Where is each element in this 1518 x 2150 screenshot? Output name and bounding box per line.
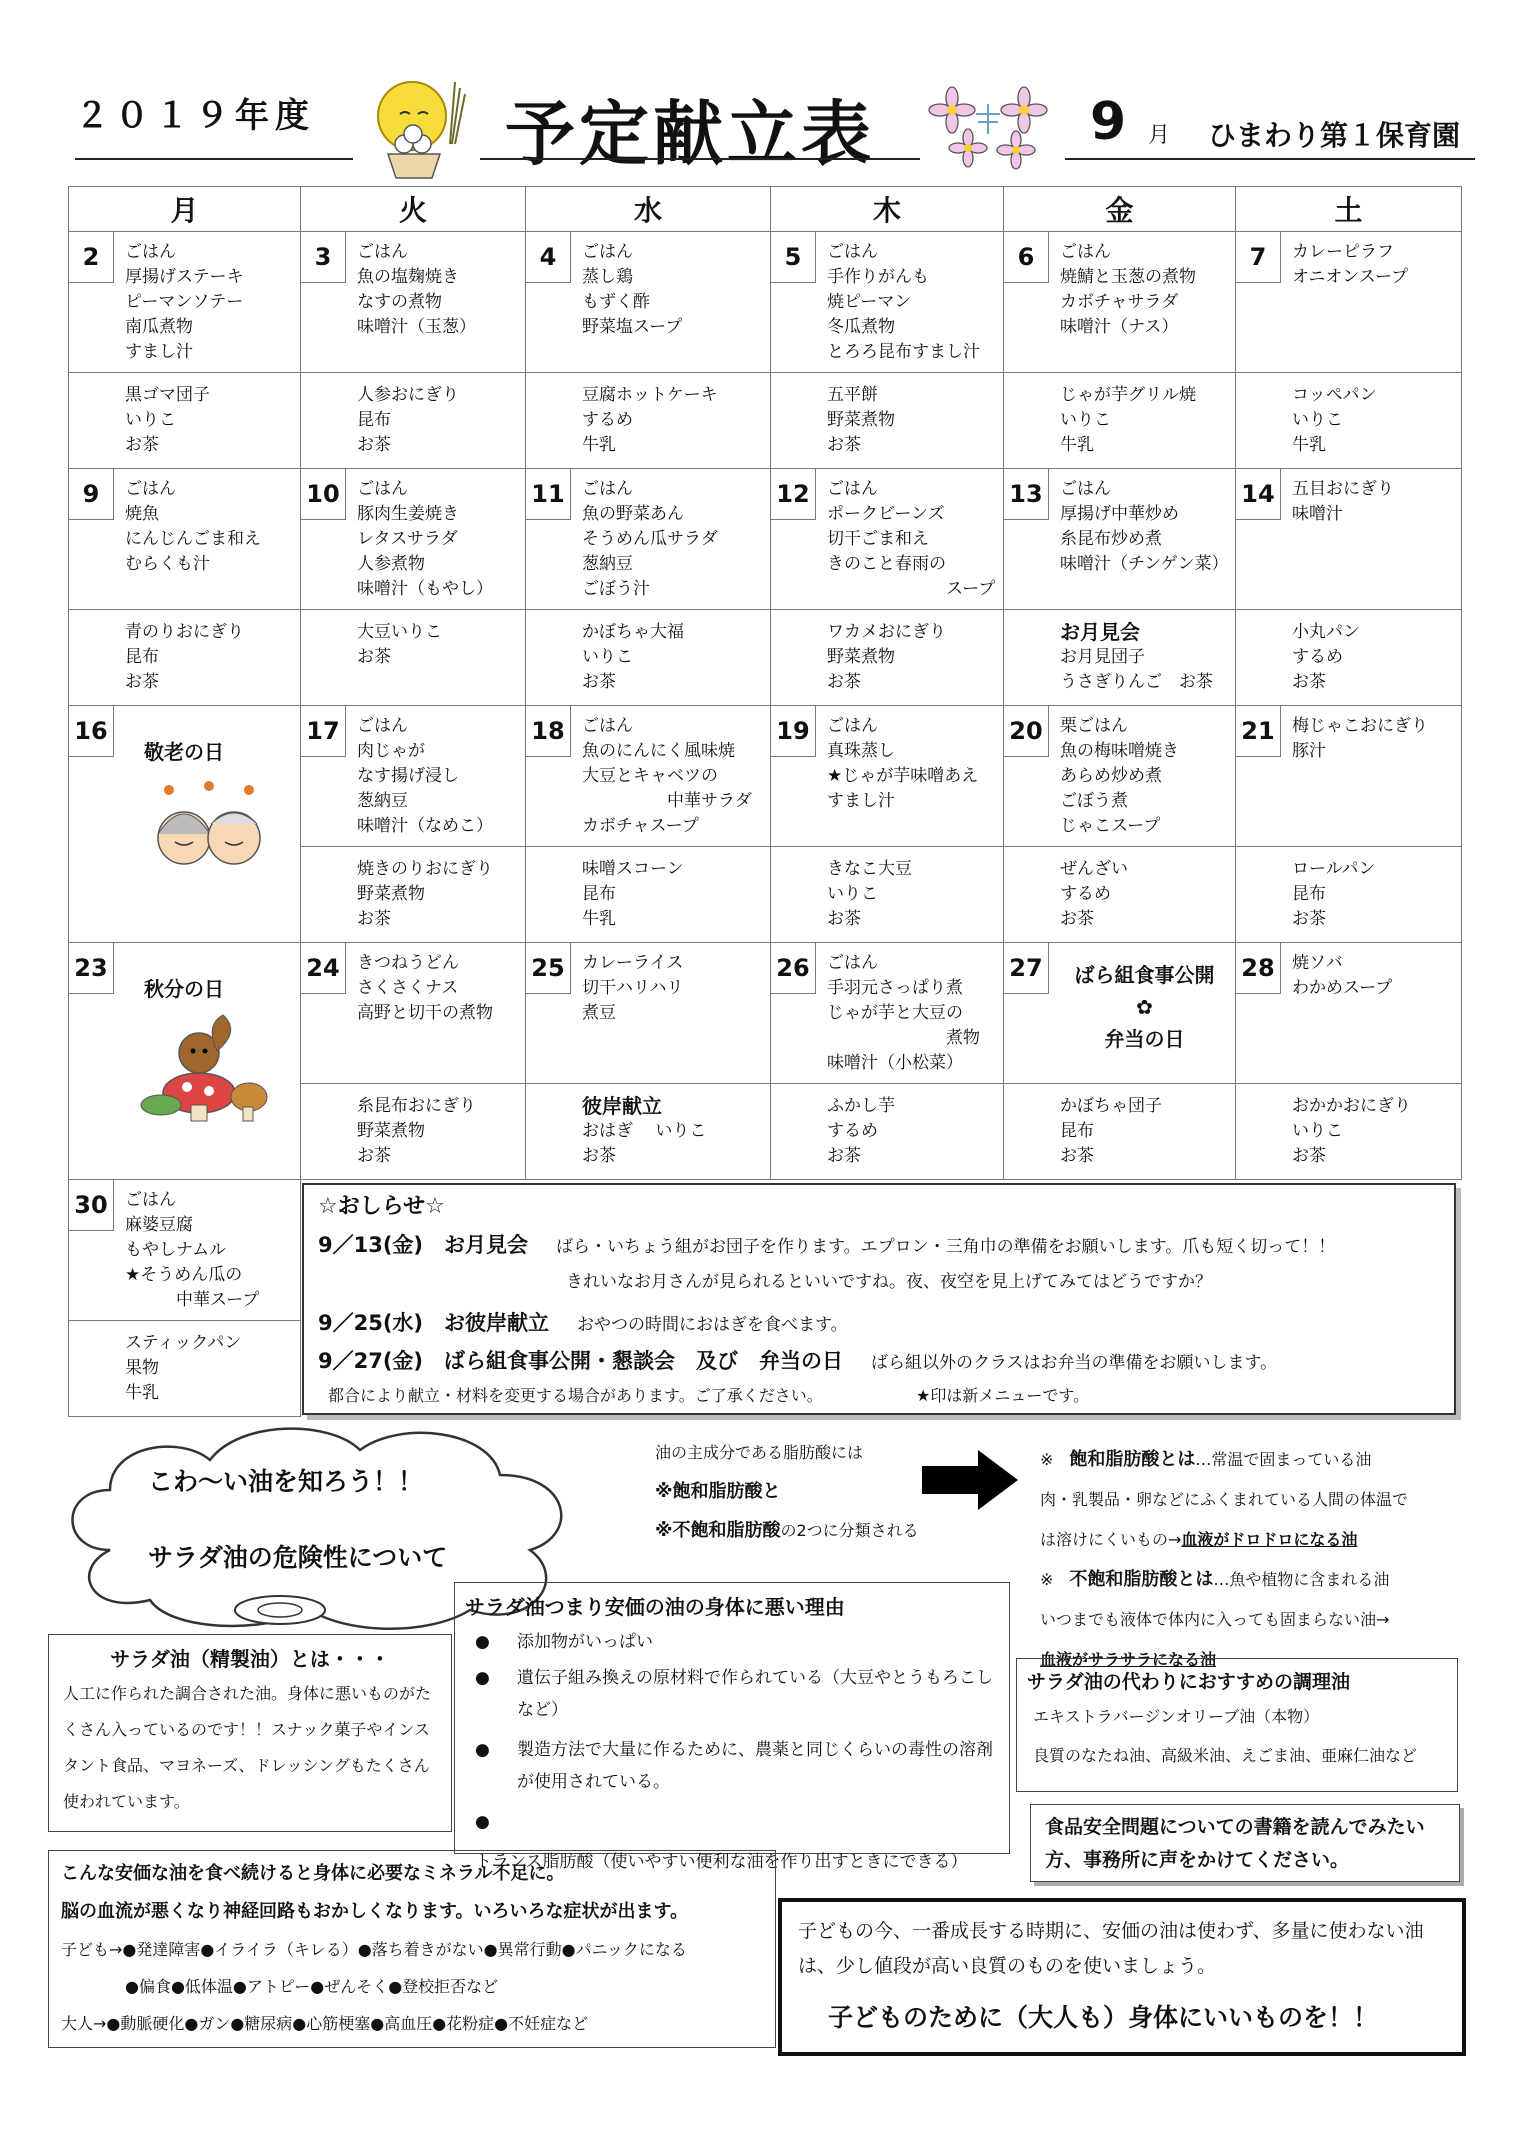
snack-cell [771, 847, 1004, 943]
snack-items: 五平餅 野菜煮物 お茶 [827, 385, 895, 455]
snack-cell [526, 610, 771, 706]
snack-cell [771, 610, 1004, 706]
squirrel-mushroom-illustration [139, 1013, 279, 1123]
fatty-acid-item-2-bold: ※不飽和脂肪酸 [655, 1520, 781, 1541]
snack-event-title: 彼岸献立 [582, 1094, 662, 1118]
lunch-cell [69, 1180, 301, 1321]
day-number: 12 [771, 469, 816, 520]
bullet-icon: ● [475, 1740, 490, 1760]
header-rule-left [75, 158, 353, 160]
snack-items: 小丸パン するめ お茶 [1292, 622, 1360, 692]
meal-row [69, 232, 1462, 373]
snack-cell [771, 1084, 1004, 1180]
reason-text: 添加物がいっぱい [517, 1632, 653, 1652]
salad-oil-box [48, 1634, 452, 1832]
moon-dango-illustration [360, 74, 480, 184]
snack-items: 青のりおにぎり 昆布 お茶 [125, 622, 244, 692]
lunch-cell [1236, 706, 1462, 847]
snack-cell [526, 373, 771, 469]
flower-icon: ✿ [1136, 995, 1153, 1019]
lunch-items: ごはん 真珠蒸し ★じゃが芋味噌あえ すまし汁 [827, 716, 979, 811]
minerals-children: 子ども→●発達障害●イライラ（キレる）●落ち着きがない●異常行動●パニックになる [61, 1940, 687, 1959]
alternative-oil-box [1016, 1658, 1458, 1792]
snack-cell [771, 373, 1004, 469]
snack-cell [301, 610, 526, 706]
day-number: 7 [1236, 232, 1281, 283]
minerals-line-2: 脳の血流が悪くなり神経回路もおかしくなります。いろいろな症状が出ます。 [61, 1901, 689, 1922]
lunch-items: 栗ごはん 魚の梅味噌焼き あらめ炒め煮 ごぼう煮 じゃこスープ [1060, 716, 1179, 836]
lunch-cell [1236, 232, 1462, 373]
notice-date: 9／25(水) お彼岸献立 [318, 1311, 550, 1335]
snack-items: 焼きのりおにぎり 野菜煮物 お茶 [357, 859, 493, 929]
snack-cell [69, 610, 301, 706]
reason-text: トランス脂肪酸（使いやすい便利な油を作り出すときにできる） [475, 1852, 968, 1872]
notice-row [318, 1229, 1335, 1259]
saturated-line [1040, 1440, 1460, 1480]
saturated-result-prefix: は溶けにくいもの→ [1040, 1530, 1182, 1549]
reasons-box [454, 1582, 1010, 1872]
unsaturated-detail: いつまでも液体で体内に入っても固まらない油→ [1040, 1610, 1390, 1629]
lunch-cell [526, 706, 771, 847]
lunch-cell [1004, 943, 1236, 1084]
day-number: 30 [69, 1180, 114, 1231]
day-number: 20 [1004, 706, 1049, 757]
snack-cell [1004, 1084, 1236, 1180]
minerals-box [48, 1850, 776, 2048]
snack-text: お月見団子 うさぎりんご お茶 [1060, 647, 1213, 692]
lunch-cell [1004, 232, 1236, 373]
notice-title: ☆おしらせ☆ [318, 1194, 445, 1219]
lunch-cell [771, 706, 1004, 847]
holiday-name: 敬老の日 [144, 740, 224, 764]
lunch-items: ごはん 麻婆豆腐 もやしナムル ★そうめん瓜の 中華スープ [125, 1190, 260, 1310]
event-line: ばら組食事公開 [1074, 963, 1215, 987]
unsaturated-desc: …魚や植物に含まれる油 [1213, 1570, 1390, 1589]
snack-items: ワカメおにぎり 野菜煮物 お茶 [827, 622, 946, 692]
snack-items: 黒ゴマ団子 いりこ お茶 [125, 385, 210, 455]
unsaturated-result: 血液がサラサラになる油 [1040, 1650, 1217, 1669]
meal-row [69, 943, 1462, 1084]
lunch-cell [771, 232, 1004, 373]
day-number: 25 [526, 943, 571, 994]
snack-cell [1236, 373, 1462, 469]
lunch-cell [526, 943, 771, 1084]
snack-cell [526, 847, 771, 943]
reason-item [455, 1734, 1009, 1798]
notice-box [302, 1183, 1456, 1415]
lunch-items: ごはん 手作りがんも 焼ピーマン 冬瓜煮物 とろろ昆布すまし汁 [827, 242, 980, 362]
day-number: 18 [526, 706, 571, 757]
event-line: 弁当の日 [1104, 1027, 1185, 1051]
lunch-items: ごはん 焼鯖と玉葱の煮物 カボチャサラダ 味噌汁（ナス） [1060, 242, 1196, 337]
snack-cell [301, 847, 526, 943]
saturated-term: 飽和脂肪酸とは [1069, 1449, 1196, 1470]
notice-text: おやつの時間におはぎを食べます。 [577, 1315, 848, 1335]
month-unit: 月 [1148, 123, 1171, 148]
reason-item [455, 1622, 1009, 1662]
event-label [1054, 943, 1235, 1055]
snack-cell [1236, 847, 1462, 943]
lunch-cell [301, 943, 526, 1084]
snack-items: 豆腐ホットケーキ するめ 牛乳 [582, 385, 718, 455]
weekday-thu: 木 [771, 187, 1004, 232]
notice-row [318, 1307, 848, 1337]
alternative-oil-line-2: 良質のなたね油、高級米油、えごま油、亜麻仁油など [1033, 1746, 1418, 1765]
snack-row [69, 373, 1462, 469]
salad-oil-title: サラダ油（精製油）とは・・・ [110, 1647, 390, 1671]
snack-cell [301, 373, 526, 469]
elderly-couple-illustration [139, 776, 279, 886]
weekday-wed: 水 [526, 187, 771, 232]
page-title: 予定献立表 [505, 93, 875, 175]
lunch-cell [526, 469, 771, 610]
minerals-children-more: ●偏食●低体温●アトピー●ぜんそく●登校拒否など [125, 1977, 499, 1996]
lunch-items: カレーライス 切干ハリハリ 煮豆 [582, 953, 684, 1023]
day-number: 19 [771, 706, 816, 757]
lunch-cell [301, 706, 526, 847]
lunch-cell [526, 232, 771, 373]
snack-text: おはぎ いりこ お茶 [582, 1121, 707, 1166]
fatty-acid-intro: 油の主成分である脂肪酸には [655, 1443, 864, 1462]
day-number: 16 [69, 706, 114, 757]
cosmos-flower-illustration [928, 74, 1048, 172]
right-arrow-icon [920, 1448, 1020, 1512]
snack-items: ロールパン 昆布 お茶 [1292, 859, 1376, 929]
lunch-items: 梅じゃこおにぎり 豚汁 [1292, 716, 1428, 761]
minerals-adults: 大人→●動脈硬化●ガン●糖尿病●心筋梗塞●高血圧●花粉症●不妊症など [61, 2014, 589, 2033]
fiscal-year: ２０１９年度 [75, 96, 315, 136]
day-number: 24 [301, 943, 346, 994]
meal-row [69, 706, 1462, 847]
alternative-oil-line-1: エキストラバージンオリーブ油（本物） [1033, 1707, 1320, 1726]
holiday-cell [69, 943, 301, 1180]
day-number: 21 [1236, 706, 1281, 757]
meal-row [69, 469, 1462, 610]
lunch-items: 焼ソバ わかめスープ [1292, 953, 1393, 998]
final-message-body: 子どもの今、一番成長する時期に、安価の油は使わず、多量に使わない油は、少し値段が高い良質のものを使いましょう。 [798, 1920, 1424, 1977]
snack-cell [526, 1084, 771, 1180]
weekday-sat: 土 [1236, 187, 1462, 232]
fatty-acid-explanation [1040, 1440, 1460, 1680]
saturated-mark: ※ [1040, 1450, 1054, 1469]
day-number: 14 [1236, 469, 1281, 520]
snack-cell [1004, 373, 1236, 469]
snack-items: 人参おにぎり 昆布 お茶 [357, 385, 459, 455]
unsaturated-term: 不飽和脂肪酸とは [1069, 1569, 1214, 1590]
snack-items: 味噌スコーン 昆布 牛乳 [582, 859, 684, 929]
lunch-items: ごはん 豚肉生姜焼き レタスサラダ 人参煮物 味噌汁（もやし） [357, 479, 493, 599]
saturated-result: 血液がドロドロになる油 [1181, 1530, 1358, 1549]
notice-row [566, 1267, 1212, 1292]
snack-items: おかかおにぎり いりこ お茶 [1292, 1096, 1411, 1166]
notice-row [318, 1345, 1277, 1375]
snack-cell [301, 1084, 526, 1180]
day-number: 17 [301, 706, 346, 757]
day-number: 2 [69, 232, 114, 283]
holiday-name: 秋分の日 [144, 977, 224, 1001]
unsaturated-line [1040, 1560, 1460, 1600]
snack-cell [1004, 847, 1236, 943]
snack-items: 大豆いりこ お茶 [357, 622, 442, 667]
notice-date: 9／27(金) ばら組食事公開・懇談会 及び 弁当の日 [318, 1349, 844, 1373]
saturated-result-line [1040, 1520, 1460, 1560]
day-number: 26 [771, 943, 816, 994]
lunch-items: 五目おにぎり 味噌汁 [1292, 479, 1394, 524]
lunch-items: ごはん 魚のにんにく風味焼 大豆とキャベツの 中華サラダ カボチャスープ [582, 716, 752, 836]
snack-items: じゃが芋グリル焼 いりこ 牛乳 [1060, 385, 1196, 455]
cloud-line-2: サラダ油の危険性について [148, 1543, 448, 1572]
minerals-line-1: こんな安価な油を食べ続けると身体に必要なミネラル不足に。 [61, 1863, 565, 1884]
snack-items [582, 1084, 770, 1169]
lunch-items: きつねうどん さくさくナス 高野と切干の煮物 [357, 953, 493, 1023]
lunch-items: ごはん ポークビーンズ 切干ごま和え きのこと春雨の スープ [827, 479, 996, 599]
lunch-cell [1236, 943, 1462, 1084]
lunch-items: ごはん 魚の塩麹焼き なすの煮物 味噌汁（玉葱） [357, 242, 476, 337]
bullet-icon: ● [475, 1632, 490, 1652]
cloud-line-1: こわ～い油を知ろう！！ [148, 1467, 424, 1496]
day-number: 5 [771, 232, 816, 283]
notice-text: ばら・いちょう組がお団子を作ります。エプロン・三角巾の準備をお願いします。爪も短く切って！！ [556, 1237, 1336, 1257]
lunch-items: ごはん 魚の野菜あん そうめん瓜サラダ 葱納豆 ごぼう汁 [582, 479, 718, 599]
saturated-detail: 肉・乳製品・卵などにふくまれている人間の体温で [1040, 1490, 1409, 1509]
day-number: 3 [301, 232, 346, 283]
fatty-acid-item-1: ※飽和脂肪酸と [655, 1481, 781, 1502]
reasons-title: サラダ油つまり安価の油の身体に悪い理由 [465, 1595, 845, 1619]
weekday-mon: 月 [69, 187, 301, 232]
lunch-cell [771, 943, 1004, 1084]
lunch-items: ごはん 厚揚げステーキ ピーマンソテー 南瓜煮物 すまし汁 [125, 242, 244, 362]
day-number: 10 [301, 469, 346, 520]
alternative-oil-title: サラダ油の代わりにおすすめの調理油 [1027, 1671, 1351, 1693]
lunch-items: ごはん 焼魚 にんじんごま和え むらくも汁 [125, 479, 261, 574]
unsaturated-mark: ※ [1040, 1570, 1054, 1589]
notice-footer-left: 都合により献立・材料を変更する場合があります。ご了承ください。 [328, 1386, 823, 1405]
books-box [1030, 1804, 1460, 1882]
lunch-cell [771, 469, 1004, 610]
books-text: 食品安全問題についての書籍を読んでみたい方、事務所に声をかけてください。 [1045, 1816, 1425, 1871]
snack-items: スティックパン 果物 牛乳 [125, 1333, 242, 1403]
day-number: 4 [526, 232, 571, 283]
snack-items: ぜんざい するめ お茶 [1060, 859, 1128, 929]
notice-footer-right: ★印は新メニューです。 [916, 1386, 1090, 1405]
lunch-cell [1236, 469, 1462, 610]
day-number: 9 [69, 469, 114, 520]
bullet-icon: ● [475, 1668, 490, 1688]
salad-oil-body: 人工に作られた調合された油。身体に悪いものがたくさん入っているのです！！スナック菓子やインスタント食品、マヨネーズ、ドレッシングもたくさん使われています。 [63, 1684, 432, 1811]
lunch-items: ごはん 手羽元さっぱり煮 じゃが芋と大豆の 煮物 味噌汁（小松菜） [827, 953, 980, 1073]
snack-items: コッペパン いりこ 牛乳 [1292, 385, 1377, 455]
lunch-items: ごはん 肉じゃが なす揚げ浸し 葱納豆 味噌汁（なめこ） [357, 716, 493, 836]
day-number: 27 [1004, 943, 1049, 994]
reason-text: 遺伝子組み換えの原材料で作られている（大豆やとうもろこし など） [517, 1668, 993, 1720]
lunch-cell [301, 469, 526, 610]
fatty-acid-item-2-text: の2つに分類される [780, 1521, 919, 1540]
lunch-cell [69, 469, 301, 610]
snack-row [69, 610, 1462, 706]
lunch-items: カレーピラフ オニオンスープ [1292, 242, 1409, 287]
saturated-desc: …常温で固まっている油 [1195, 1450, 1372, 1469]
final-slogan: 子どものために（大人も）身体にいいものを！！ [828, 2003, 1379, 2032]
weekday-header-row [69, 187, 1462, 232]
reason-text: 製造方法で大量に作るために、農薬と同じくらいの毒性の溶剤 が使用されている。 [517, 1740, 993, 1792]
snack-items: ふかし芋 するめ お茶 [827, 1096, 895, 1166]
fatty-acid-item-2 [655, 1516, 919, 1542]
lunch-cell [1004, 706, 1236, 847]
snack-items: 糸昆布おにぎり 野菜煮物 お茶 [357, 1096, 476, 1166]
month-number: 9 [1090, 92, 1127, 152]
weekday-tue: 火 [301, 187, 526, 232]
notice-date: 9／13(金) お月見会 [318, 1233, 529, 1257]
notice-text: きれいなお月さんが見られるといいですね。夜、夜空を見上げてみてはどうですか？ [566, 1272, 1212, 1292]
day-number: 6 [1004, 232, 1049, 283]
snack-cell [69, 1321, 301, 1417]
bullet-icon: ● [475, 1812, 490, 1832]
weekday-fri: 金 [1004, 187, 1236, 232]
lunch-cell [1004, 469, 1236, 610]
holiday-cell [69, 706, 301, 943]
notice-text: ばら組以外のクラスはお弁当の準備をお願いします。 [871, 1353, 1278, 1373]
snack-items: かぼちゃ団子 昆布 お茶 [1060, 1096, 1162, 1166]
snack-cell [1236, 1084, 1462, 1180]
snack-cell [1236, 610, 1462, 706]
lunch-cell [301, 232, 526, 373]
day-number: 11 [526, 469, 571, 520]
snack-items: きなこ大豆 いりこ お茶 [827, 859, 912, 929]
header-rule-right [1065, 158, 1475, 160]
lunch-items: ごはん 厚揚げ中華炒め 糸昆布炒め煮 味噌汁（チンゲン菜） [1060, 479, 1229, 574]
final-message-box [778, 1898, 1466, 2056]
lunch-items: ごはん 蒸し鶏 もずく酢 野菜塩スープ [582, 242, 683, 337]
header-rule-center [480, 158, 920, 160]
day-number: 23 [69, 943, 114, 994]
snack-cell [1004, 610, 1236, 706]
day-number: 28 [1236, 943, 1281, 994]
snack-cell [69, 373, 301, 469]
snack-items: かぼちゃ大福 いりこ お茶 [582, 622, 684, 692]
snack-items [1060, 610, 1235, 695]
reason-item [455, 1662, 1009, 1726]
day-number: 13 [1004, 469, 1049, 520]
school-name: ひまわり第１保育園 [1208, 119, 1461, 152]
snack-event-title: お月見会 [1060, 620, 1140, 644]
lunch-cell [69, 232, 301, 373]
